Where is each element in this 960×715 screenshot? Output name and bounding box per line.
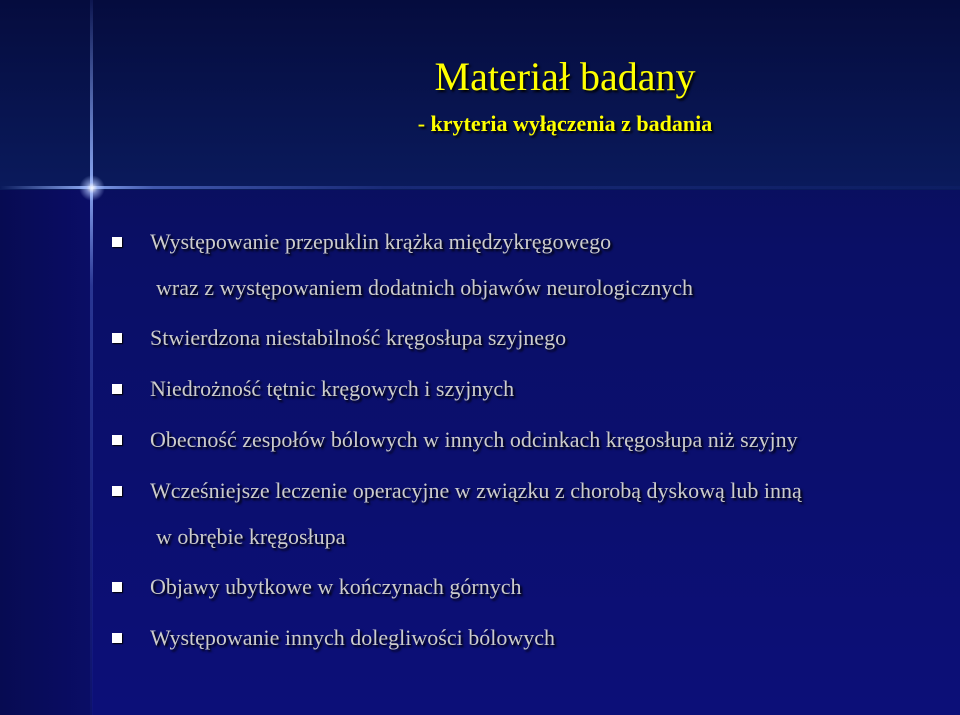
square-bullet-icon [112, 435, 122, 445]
list-item-text: Występowanie innych dolegliwości bólowych [150, 625, 555, 650]
list-item [112, 468, 802, 560]
square-bullet-icon [112, 633, 122, 643]
list-item [112, 417, 798, 463]
list-item [112, 564, 521, 610]
square-bullet-icon [112, 582, 122, 592]
list-item [112, 366, 514, 412]
light-flare-horizontal [0, 186, 960, 189]
list-item [112, 219, 693, 311]
list-item-continuation: wraz z występowaniem dodatnich objawów neurologicznych [156, 275, 693, 300]
square-bullet-icon [112, 333, 122, 343]
square-bullet-icon [112, 237, 122, 247]
list-item-text: Stwierdzona niestabilność kręgosłupa szyjnego [150, 325, 567, 350]
square-bullet-icon [112, 486, 122, 496]
list-item [112, 615, 555, 661]
list-item-text: Obecność zespołów bólowych w innych odcinkach kręgosłupa niż szyjny [150, 427, 798, 452]
list-item-text: Objawy ubytkowe w kończynach górnych [150, 574, 522, 599]
list-item-text: Występowanie przepuklin krążka międzykręgowego [150, 229, 612, 254]
list-item [112, 315, 566, 361]
light-flare-icon [79, 175, 105, 201]
slide-subtitle: - kryteria wyłączenia z badania [417, 111, 713, 136]
list-item-text: Wcześniejsze leczenie operacyjne w związku z chorobą dyskową lub inną [150, 478, 802, 503]
left-stripe [0, 190, 92, 715]
slide-title: Materiał badany [434, 54, 696, 99]
square-bullet-icon [112, 384, 122, 394]
list-item-text: Niedrożność tętnic kręgowych i szyjnych [150, 376, 515, 401]
list-item-continuation: w obrębie kręgosłupa [156, 524, 346, 549]
light-flare-vertical [90, 0, 93, 715]
